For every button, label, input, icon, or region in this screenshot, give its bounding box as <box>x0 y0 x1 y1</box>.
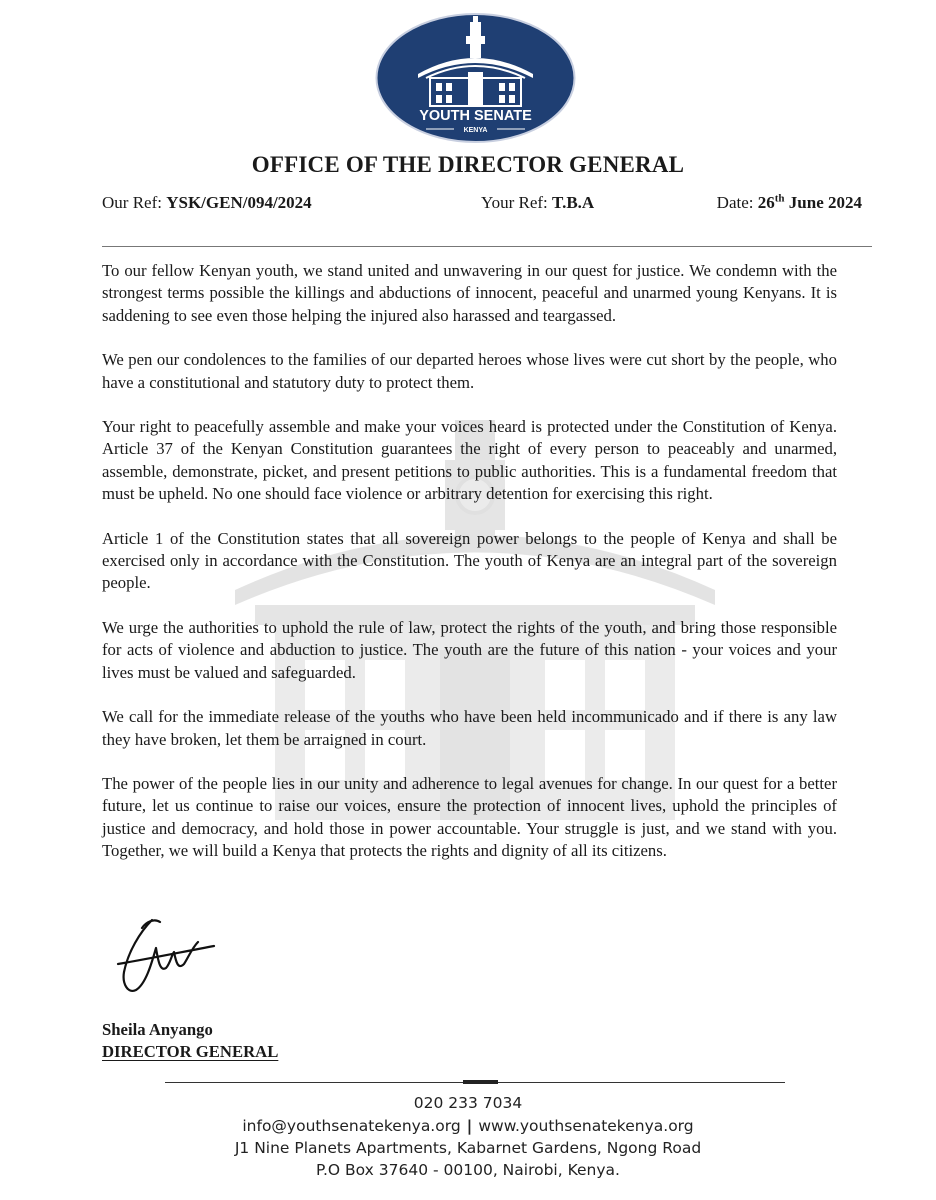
date-rest: June 2024 <box>788 193 862 212</box>
date-suffix: th <box>774 192 785 205</box>
letter-body <box>102 260 837 885</box>
signer-title: DIRECTOR GENERAL <box>102 1042 279 1061</box>
body-paragraph: Article 1 of the Constitution states that all sovereign power belongs to the people of Kenya and shall be exercised only in accordance with the Constitution. The youth of Kenya are an integral part of the sovereign people. <box>102 528 837 593</box>
signer-name: Sheila Anyango <box>102 1020 213 1039</box>
body-paragraph: Your right to peacefully assemble and make your voices heard is protected under the Constitution of Kenya. Article 37 of the Kenyan Constitution guarantees the right of every person to peaceably and unarmed, assemble, demonstrate, picket, and present petitions to public authorities. This is a fundamental freedom that must be upheld. No one should face violence or arbitrary detention for exercising this right. <box>102 417 837 504</box>
handwritten-signature <box>112 912 224 998</box>
our-ref <box>102 193 312 213</box>
our-ref-label: Our Ref: <box>102 193 162 212</box>
logo-title-text: YOUTH SENATE <box>419 108 532 124</box>
date-value <box>758 193 862 212</box>
footer-address: J1 Nine Planets Apartments, Kabarnet Gardens, Ngong Road <box>234 1139 702 1157</box>
your-ref-label: Your Ref: <box>481 193 548 212</box>
footer-separator: | <box>466 1117 473 1135</box>
body-paragraph: To our fellow Kenyan youth, we stand united and unwavering in our quest for justice. We condemn with the strongest terms possible the killings and abductions of innocent, peaceful and unarmed young Kenyans. It is saddening to see even those helping the injured also harassed and teargassed. <box>102 261 837 325</box>
your-ref-value: T.B.A <box>552 193 595 212</box>
your-ref <box>481 193 594 213</box>
body-paragraph: We urge the authorities to uphold the rule of law, protect the rights of the youth, and bring those responsible for acts of violence and abduction to justice. The youth are the future of this nation - your voices and your lives must be valued and safeguarded. <box>102 617 837 682</box>
header-divider <box>102 246 872 247</box>
body-paragraph: The power of the people lies in our unity and adherence to legal avenues for change. In our quest for a better future, let us continue to raise our voices, ensure the protection of innocent lives, uphold the principles of justice and democracy, and hold those in power accountable. Your struggle is just, and we stand with you. Together, we will build a Kenya that protects the rights and dignity of all its citizens. <box>102 773 837 861</box>
letter-date <box>717 193 862 213</box>
footer-contacts <box>0 1117 936 1135</box>
youth-senate-logo <box>374 12 577 144</box>
footer-phone: 020 233 7034 <box>413 1094 523 1112</box>
body-paragraph: We call for the immediate release of the youths who have been held incommunicado and if there is any law they have broken, let them be arraigned in court. <box>102 707 837 749</box>
date-day: 26 <box>757 193 775 212</box>
body-paragraph: We pen our condolences to the families of our departed heroes whose lives were cut short by the people, who have a constitutional and statutory duty to protect them. <box>102 350 837 392</box>
date-label: Date: <box>716 193 754 212</box>
footer-po-box: P.O Box 37640 - 00100, Nairobi, Kenya. <box>316 1161 620 1179</box>
logo-subtitle-text: KENYA <box>463 127 488 134</box>
office-title: OFFICE OF THE DIRECTOR GENERAL <box>251 152 685 177</box>
footer-website: www.youthsenatekenya.org <box>478 1117 694 1135</box>
footer-divider-mark <box>463 1080 498 1084</box>
footer-email: info@youthsenatekenya.org <box>242 1117 461 1135</box>
our-ref-value: YSK/GEN/094/2024 <box>166 193 312 212</box>
